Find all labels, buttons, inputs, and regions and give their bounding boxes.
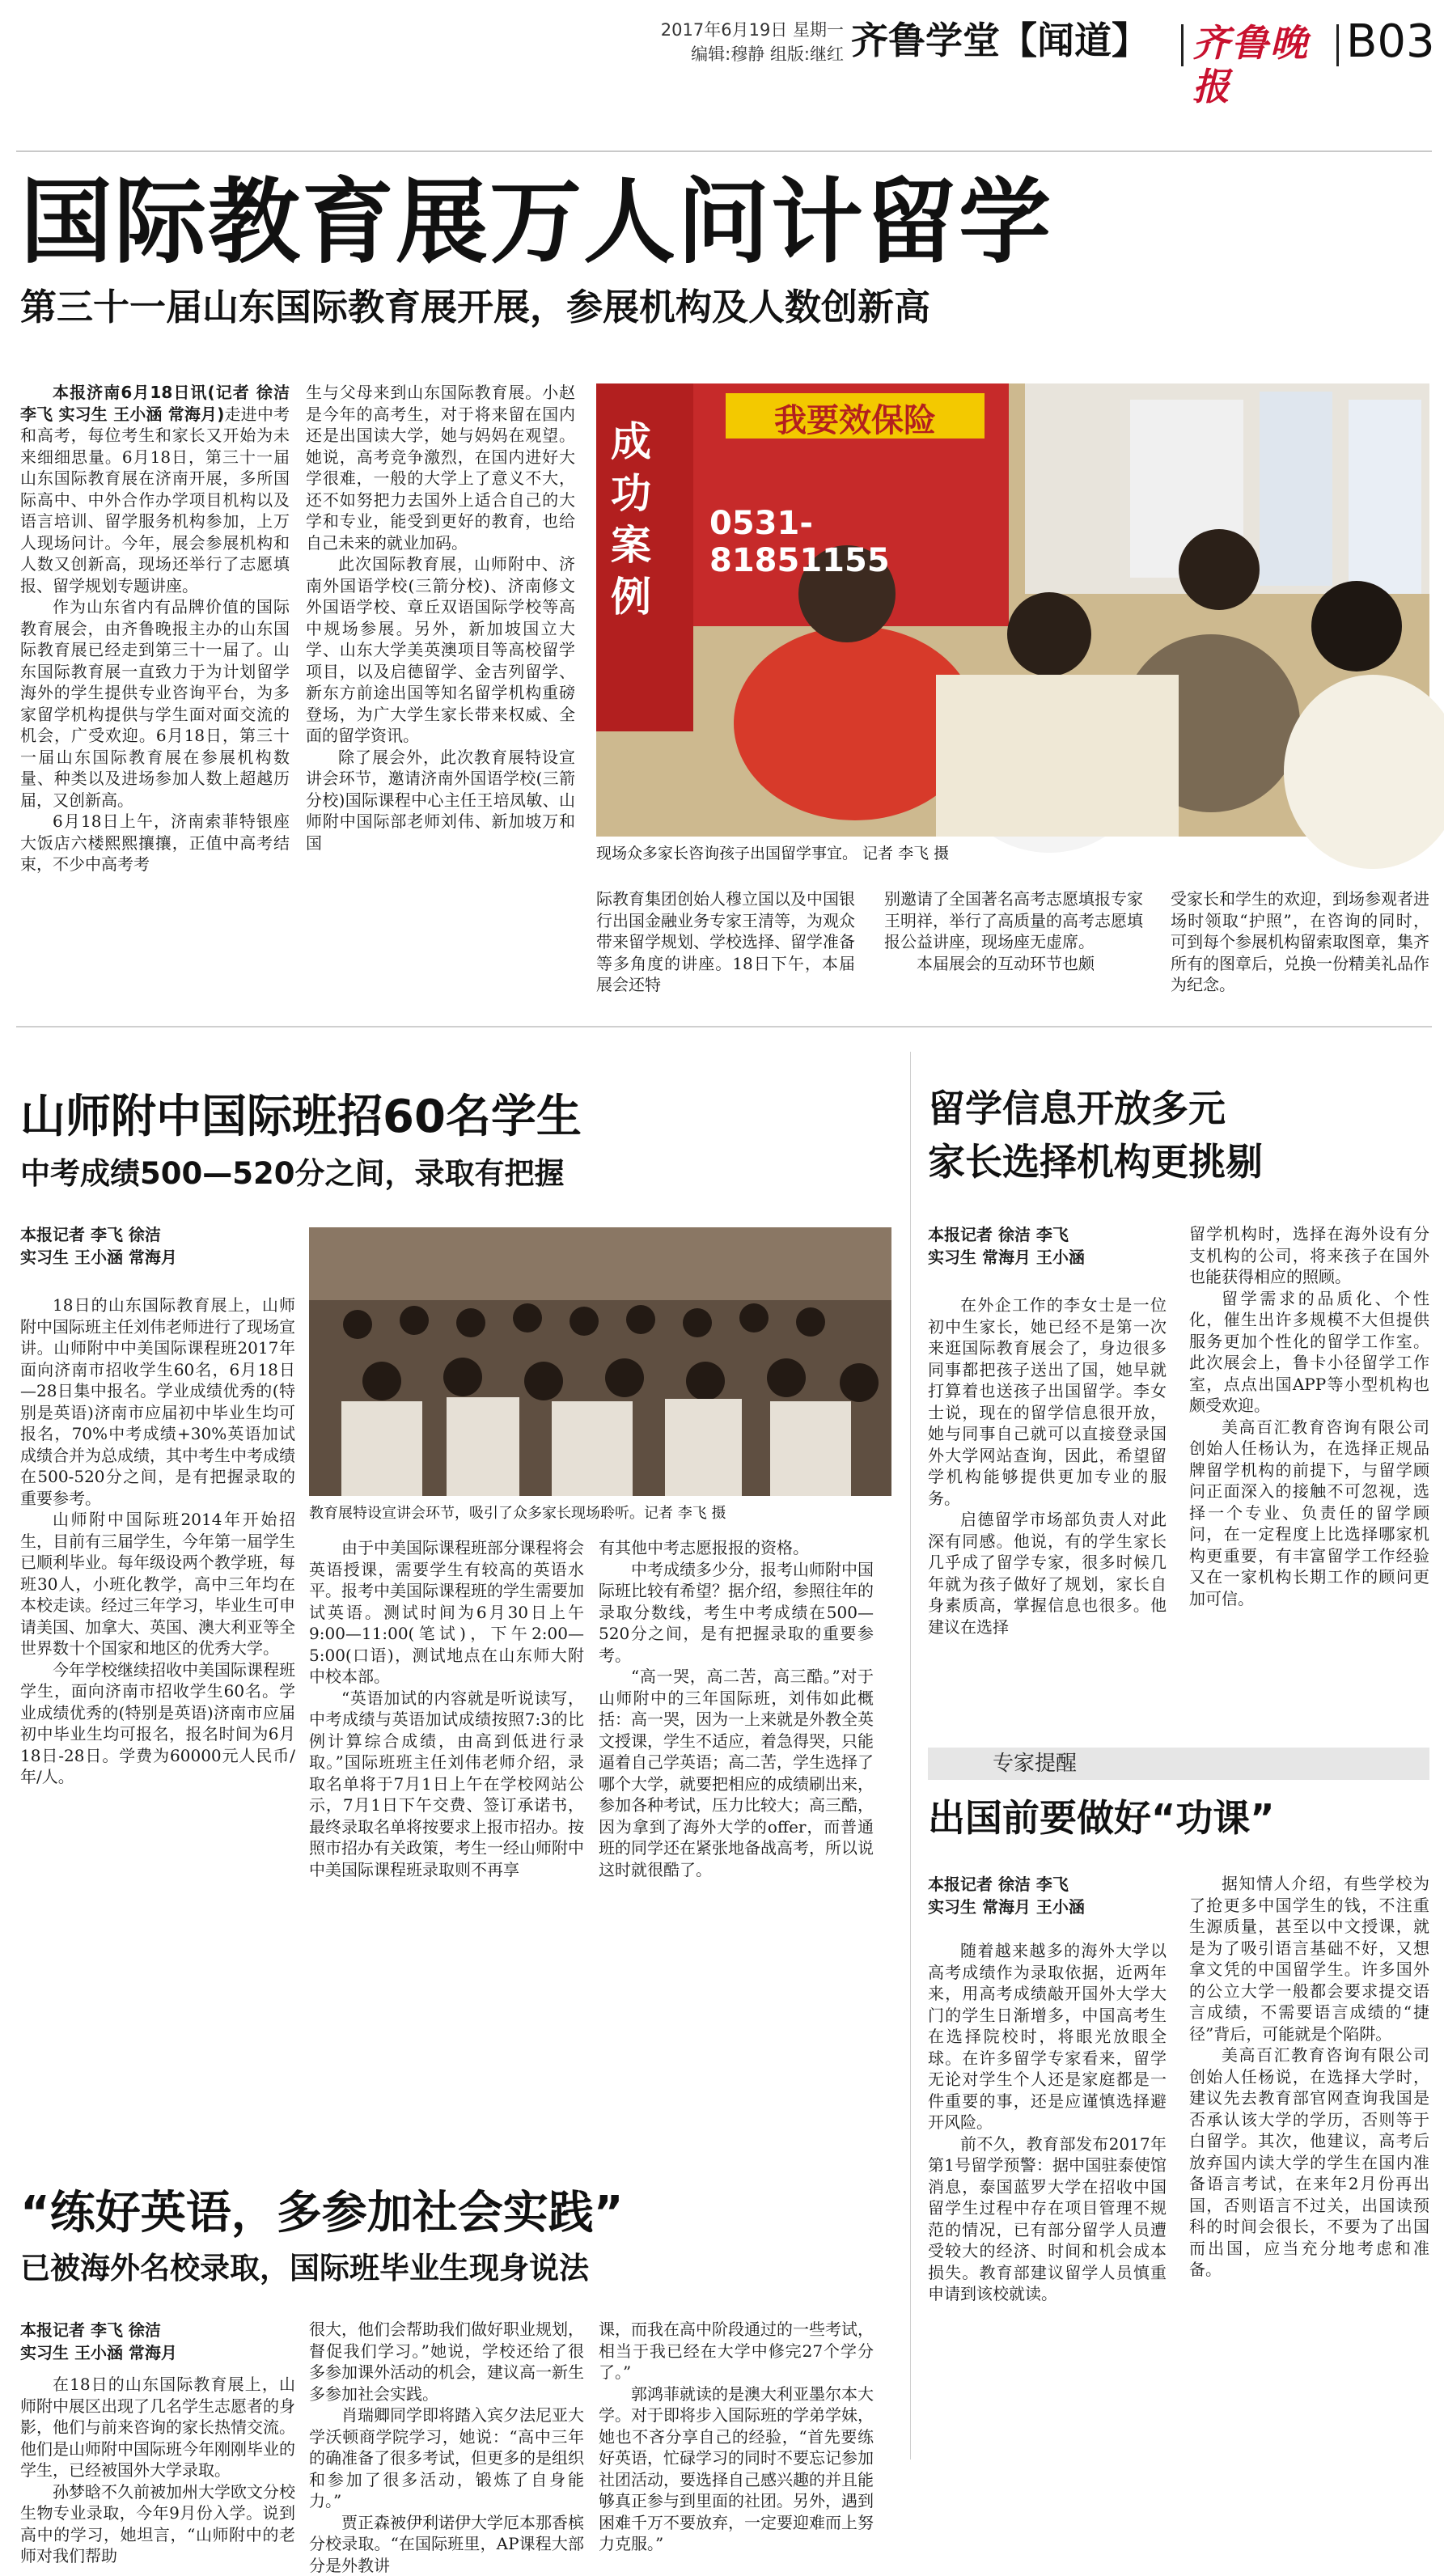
lead-paragraph: 6月18日上午，济南索菲特银座大饭店六楼熙熙攘攘，正值中高考结束，不少中高考考: [20, 811, 290, 875]
article5-paragraph: 很大，他们会帮助我们做好职业规划，督促我们学习。”她说，学校还给了很多参加课外活动的机会，建议高一新生多参加社会实践。: [309, 2319, 584, 2404]
lead-paragraph: 生与父母来到山东国际教育展。小赵是今年的高考生，对于将来留在国内还是出国读大学，她与妈妈在观望。她说，高考竞争激烈，在国内进好大学很难，一般的大学上了意义不大，还不如努把力去国外上适合自己的大学和专业，能受到更好的教育，也给自己未来的就业加码。: [306, 382, 575, 553]
lead-photo-caption: 现场众多家长咨询孩子出国留学事宜。 记者 李飞 摄: [596, 841, 1405, 863]
audience-scene: [309, 1227, 891, 1496]
article2-headline: 山师附中国际班招60名学生: [20, 1088, 910, 1146]
lead-column-5: [1171, 888, 1429, 1002]
article4-tag-bar: [928, 1748, 1429, 1780]
article3-headline-2: 家长选择机构更挑剔: [928, 1136, 1429, 1188]
article2-paragraph: 18日的山东国际教育展上，山师附中国际班主任刘伟老师进行了现场宣讲。山师附中中美国际课程班2017年面向济南市招收学生60名，6月18日—28日集中报名。学业成绩优秀的(特别是英语)济南市应届初中毕业生均可报名，70%中考成绩+30%英语加试成绩合并为总成绩，其中考生中考成绩在500-520分之间，是有把握录取的重要参考。: [20, 1294, 295, 1509]
lead-photo-scene: [596, 383, 1429, 837]
article2-paragraph: 中考成绩多少分，报考山师附中国际班比较有希望？据介绍，参照往年的录取分数线，考生中考成绩在500—520分之间，是有把握录取的重要参考。: [599, 1559, 874, 1667]
header-divider: [1181, 24, 1184, 66]
lead-paragraph: 除了展会外，此次教育展特设宣讲会环节，邀请济南外国语学校(三箭分校)国际课程中心主任王培凤敏、山师附中国际部老师刘伟、新加坡万和国: [306, 747, 575, 854]
article2-column-2: [309, 1537, 584, 2168]
article5-paragraph: 郭鸿菲就读的是澳大利亚墨尔本大学。对于即将步入国际班的学弟学妹，她也不吝分享自己的经验，“首先要练好英语，忙碌学习的同时不要忘记参加社团活动，要选择自己感兴趣的并且能够真正参与到里面的社团。另外，遇到困难千万不要放弃，一定要迎难而上努力克服。”: [599, 2383, 874, 2555]
newspaper-logo: 齐鲁晚报: [1192, 21, 1338, 108]
article2-photo-caption: 教育展特设宣讲会环节，吸引了众多家长现场聆听。记者 李飞 摄: [309, 1502, 891, 1523]
article4-tag: 专家提醒: [993, 1750, 1077, 1777]
section-divider: [16, 1026, 1432, 1027]
article2-paragraph: “英语加试的内容就是听说读写，中考成绩与英语加试成绩按照7:3的比例计算综合成绩，由高到低进行录取。”国际班班主任刘伟老师介绍，录取名单将于7月1日上午在学校网站公示，7月1日下午交费、签订承诺书，最终录取名单将按要求上报市招办。按照市招办有关政策，考生一经山师附中中美国际课程班录取则不再享: [309, 1688, 584, 1881]
article5-column-2: [309, 2319, 584, 2471]
article4-byline: 本报记者 徐洁 李飞 实习生 常海月 王小涵: [928, 1873, 1167, 1918]
article5-paragraph: 课，而我在高中阶段通过的一些考试，相当于我已经在大学中修完27个学分了。”: [599, 2319, 874, 2383]
article3-column-1: [928, 1294, 1167, 1731]
article2-paragraph: 山师附中国际班2014年开始招生，目前有三届学生，今年第一届学生已顺利毕业。每年级设两个教学班，每班30人，小班化教学，高中三年均在本校走读。经过三年学习，毕业生可申请美国、加拿大、英国、澳大利亚等全世界数十个国家和地区的优秀大学。: [20, 1509, 295, 1659]
lead-column-4: [884, 888, 1143, 1002]
article4-paragraph: 美高百汇教育咨询有限公司创始人任杨说，在选择大学时，建议先去教育部官网查询我国是否承认该大学的学历，否则等于白留学。其次，他建议，高考后放弃国内读大学的学生在国内准备语言考试，在来年2月份再出国，否则语言不过关，出国读预科的时间会很长，不要为了出国而出国，应当充分地考虑和准备。: [1189, 2044, 1429, 2281]
article2-byline: 本报记者 李飞 徐洁 实习生 王小涵 常海月: [20, 1223, 295, 1269]
article5-column-1: [20, 2374, 295, 2471]
article5-byline: 本报记者 李飞 徐洁 实习生 王小涵 常海月: [20, 2319, 295, 2364]
article4-column-1: [928, 1940, 1167, 2458]
article4-column-2: [1189, 1873, 1429, 2458]
lead-photo: [596, 383, 1429, 837]
article4-paragraph: 随着越来越多的海外大学以高考成绩作为录取依据，近两年来，用高考成绩敲开国外大学大门的学生日渐增多，中国高考生在选择院校时，将眼光放眼全球。在许多留学专家看来，留学无论对学生个人还是家庭都是一件重要的事，还是应谨慎选择避开风险。: [928, 1940, 1167, 2133]
lead-paragraph: 受家长和学生的欢迎，到场参观者进场时领取“护照”，在咨询的同时，可到每个参展机构留索取图章，集齐所有的图章后，兑换一份精美礼品作为纪念。: [1171, 888, 1429, 996]
section-title: 齐鲁学堂【闻道】: [851, 16, 1199, 65]
article5-paragraph: 贾正森被伊利诺伊大学厄本那香槟分校录取。“在国际班里，AP课程大部分是外教讲: [309, 2512, 584, 2576]
article5-subhead: 已被海外名校录取，国际班毕业生现身说法: [20, 2248, 910, 2290]
header-divider-2: [1336, 24, 1339, 66]
lead-column-2: [306, 382, 575, 998]
lead-paragraph: 本届展会的互动环节也颇: [884, 953, 1143, 975]
article2-photo: [309, 1227, 891, 1496]
article2-column-1: [20, 1294, 295, 2168]
article3-headline: 留学信息开放多元: [928, 1083, 1429, 1134]
article5-paragraph: 孙梦晗不久前被加州大学欧文分校生物专业录取，今年9月份入学。说到高中的学习，她坦言，“山师附中的老师对我们帮助: [20, 2481, 295, 2567]
issue-date: 2017年6月19日 星期一: [633, 18, 844, 42]
lead-subhead: 第三十一届山东国际教育展开展，参展机构及人数创新高: [20, 283, 1193, 332]
article3-paragraph: 留学机构时，选择在海外设有分支机构的公司，将来孩子在国外也能获得相应的照顾。: [1189, 1223, 1429, 1288]
article4-paragraph: 据知情人介绍，有些学校为了抢更多中国学生的钱，不注重生源质量，甚至以中文授课，就是为了吸引语言基础不好，又想拿文凭的中国留学生。许多国外的公立大学一般都会要求提交语言成绩，不需要语言成绩的“捷径”背后，可能就是个陷阱。: [1189, 1873, 1429, 2044]
lead-paragraph: 作为山东省内有品牌价值的国际教育展会，由齐鲁晚报主办的山东国际教育展已经走到第三十一届了。山东国际教育展一直致力于为计划留学海外的学生提供专业咨询平台，为多家留学机构提供与学生面对面交流的机会，广受欢迎。6月18日，第三十一届山东国际教育展在参展机构数量、种类以及进场参加人数上超越历届，又创新高。: [20, 596, 290, 811]
page-number: B03: [1346, 18, 1439, 66]
article5-paragraph: 在18日的山东国际教育展上，山师附中展区出现了几名学生志愿者的身影，他们与前来咨询的家长热情交流。他们是山师附中国际班今年刚刚毕业的学生，已经被国外大学录取。: [20, 2374, 295, 2481]
lead-column-1: [20, 382, 290, 998]
article2-paragraph: 由于中美国际课程班部分课程将会英语授课，需要学生有较高的英语水平。报考中美国际课程班的学生需要加试英语。测试时间为6月30日上午9:00—11:00(笔试)，下午2:00—5:00(口语)，测试地点在山东师大附中校本部。: [309, 1537, 584, 1688]
lead-column-3: [596, 888, 855, 1002]
lead-headline: 国际教育展万人问计留学: [20, 162, 1193, 283]
article2-paragraph: 今年学校继续招收中美国际课程班学生，面向济南市招收学生60名。学业成绩优秀的(特别是英语)济南市应届初中毕业生均可报名，报名时间为6月18日-28日。学费为60000元人民币/年/人。: [20, 1659, 295, 1788]
article2-subhead: 中考成绩500—520分之间，录取有把握: [20, 1153, 910, 1195]
article2-column-3: [599, 1537, 874, 2168]
banner-phone: 0531-81851155: [709, 505, 985, 579]
banner-side-text: 成功案例: [611, 416, 659, 623]
article3-paragraph: 留学需求的品质化、个性化，催生出许多规模不大但提供服务更加个性化的留学工作室。此次展会上，鲁卡小径留学工作室，点点出国APP等小型机构也颇受欢迎。: [1189, 1288, 1429, 1417]
article5-paragraph: 肖瑞卿同学即将踏入宾夕法尼亚大学沃顿商学院学习，她说：“高中三年的确准备了很多考试，但更多的是组织和参加了很多活动，锻炼了自身能力。”: [309, 2404, 584, 2512]
article3-paragraph: 美高百汇教育咨询有限公司创始人任杨认为，在选择正规品牌留学机构的前提下，与留学顾问正面深入的接触不可忽视，选择一个专业、负责任的留学顾问，在一定程度上比选择哪家机构更重要，有丰富留学工作经验又在一家机构长期工作的顾问更加可信。: [1189, 1417, 1429, 1610]
header-rule: [16, 150, 1432, 152]
article4-headline: 出国前要做好“功课”: [928, 1792, 1429, 1844]
article2-paragraph: 有其他中考志愿报报的资格。: [599, 1537, 874, 1559]
article3-paragraph: 在外企工作的李女士是一位初中生家长，她已经不是第一次来逛国际教育展会了，身边很多同事都把孩子送出了国，她早就打算着也送孩子出国留学。李女士说，现在的留学信息很开放，她与同事自己就可以直接登录国外大学网站查询，因此，希望留学机构能够提供更加专业的服务。: [928, 1294, 1167, 1509]
lead-paragraph: 走进中考和高考，每位考生和家长又开始为未来细细思量。6月18日，第三十一届山东国际教育展在济南开展，多所国际高中、中外合作办学项目机构以及语言培训、留学服务机构参加，上万人现场问计。今年，展会参展机构和人数又创新高，现场还举行了志愿填报、留学规划专题讲座。: [20, 405, 290, 595]
article4-paragraph: 前不久，教育部发布2017年第1号留学预警：据中国驻泰使馆消息，泰国蓝罗大学在招收中国留学生过程中存在项目管理不规范的情况，已有部分留学人员遭受较大的经济、时间和机会成本损失。教育部建议留学人员慎重申请到该校就读。: [928, 2133, 1167, 2305]
lead-paragraph: 此次国际教育展，山师附中、济南外国语学校(三箭分校)、济南修文外国语学校、章丘双语国际学校等高中规场参展。另外，新加坡国立大学、山东大学美英澳项目等高校留学项目，以及启德留学、金吉列留学、新东方前途出国等知名留学机构重磅登场，为广大学生家长带来权威、全面的留学资讯。: [306, 553, 575, 747]
article5-headline: “练好英语，多参加社会实践”: [20, 2184, 910, 2243]
editor-credit: 编辑:穆静 组版:继红: [633, 42, 844, 66]
article5-column-3: [599, 2319, 874, 2471]
article3-paragraph: 启德留学市场部负责人对此深有同感。他说，有的学生家长几乎成了留学专家，很多时候几年就为孩子做好了规划，家长自身素质高，掌握信息也很多。他建议在选择: [928, 1509, 1167, 1638]
lead-byline: 本报济南6月18日讯(记者 徐洁 李飞 实习生 王小涵 常海月): [20, 383, 290, 424]
article3-byline: 本报记者 徐洁 李飞 实习生 常海月 王小涵: [928, 1223, 1167, 1269]
lead-paragraph: 别邀请了全国著名高考志愿填报专家王明祥，举行了高质量的高考志愿填报公益讲座，现场座无虚席。: [884, 888, 1143, 953]
lead-paragraph: 际教育集团创始人穆立国以及中国银行出国金融业务专家王清等，为观众带来留学规划、学校选择、留学准备等多角度的讲座。18日下午，本届展会还特: [596, 888, 855, 996]
article2-paragraph: “高一哭，高二苦，高三酷。”对于山师附中的三年国际班，刘伟如此概括：高一哭，因为一上来就是外教全英文授课，学生不适应，着急得哭，只能逼着自己学英语；高二苦，学生选择了哪个大学，就要把相应的成绩刷出来，参加各种考试，压力比较大；高三酷，因为拿到了海外大学的offer，而普通班的同学还在紧张地备战高考，所以说这时就很酷了。: [599, 1666, 874, 1880]
column-divider: [910, 1052, 911, 2459]
banner-slogan: 我要效保险: [726, 395, 985, 441]
article3-column-2: [1189, 1223, 1429, 1731]
